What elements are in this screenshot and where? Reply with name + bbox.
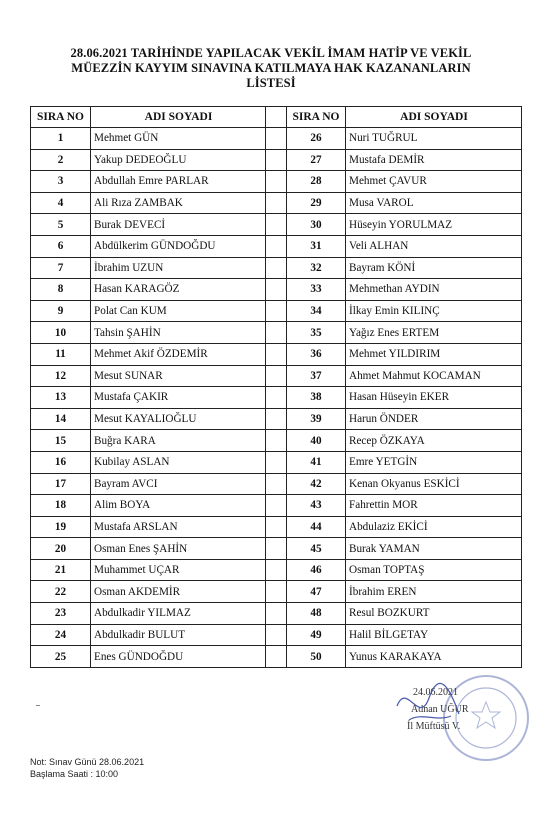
candidate-name-cell: Yunus KARAKAYA <box>346 646 522 668</box>
candidate-name-cell: Tahsin ŞAHİN <box>91 322 266 344</box>
candidate-name-cell: Osman AKDEMİR <box>91 581 266 603</box>
candidate-name-cell: Abdullah Emre PARLAR <box>91 171 266 193</box>
row-number-cell: 14 <box>31 408 91 430</box>
candidate-name-cell: Burak DEVECİ <box>91 214 266 236</box>
row-number-cell: 6 <box>31 235 91 257</box>
table-row <box>31 408 522 430</box>
candidate-name-cell: Kubilay ASLAN <box>91 451 266 473</box>
column-gap <box>266 171 287 193</box>
table-row <box>31 603 522 625</box>
column-gap <box>266 322 287 344</box>
column-header-no-right: SIRA NO <box>287 107 346 128</box>
column-gap <box>266 279 287 301</box>
candidate-name-cell: Veli ALHAN <box>346 235 522 257</box>
candidate-name-cell: Yakup DEDEOĞLU <box>91 149 266 171</box>
row-number-cell: 42 <box>287 473 346 495</box>
candidate-name-cell: Bayram KÖNİ <box>346 257 522 279</box>
candidate-name-cell: Abdulaziz EKİCİ <box>346 516 522 538</box>
candidate-name-cell: Abdulkadir BULUT <box>91 624 266 646</box>
row-number-cell: 23 <box>31 603 91 625</box>
table-row <box>31 149 522 171</box>
page-title <box>20 46 522 91</box>
table-row <box>31 387 522 409</box>
table-row <box>31 128 522 150</box>
column-gap <box>266 300 287 322</box>
candidate-name-cell: Osman Enes ŞAHİN <box>91 538 266 560</box>
row-number-cell: 24 <box>31 624 91 646</box>
row-number-cell: 3 <box>31 171 91 193</box>
column-gap <box>266 343 287 365</box>
title-line-2: MÜEZZİN KAYYIM SINAVINA KATILMAYA HAK KAZANANLARIN <box>71 61 471 75</box>
row-number-cell: 2 <box>31 149 91 171</box>
candidate-name-cell: Hasan KARAGÖZ <box>91 279 266 301</box>
candidate-name-cell: Mehmet ÇAVUR <box>346 171 522 193</box>
candidate-name-cell: Mustafa DEMİR <box>346 149 522 171</box>
row-number-cell: 21 <box>31 559 91 581</box>
candidate-name-cell: Muhammet UÇAR <box>91 559 266 581</box>
row-number-cell: 47 <box>287 581 346 603</box>
table-row <box>31 581 522 603</box>
candidate-name-cell: İbrahim EREN <box>346 581 522 603</box>
row-number-cell: 45 <box>287 538 346 560</box>
table-row <box>31 624 522 646</box>
column-gap <box>266 192 287 214</box>
candidate-name-cell: Abdulkadir YILMAZ <box>91 603 266 625</box>
row-number-cell: 49 <box>287 624 346 646</box>
candidate-name-cell: Recep ÖZKAYA <box>346 430 522 452</box>
candidate-name-cell: Ahmet Mahmut KOCAMAN <box>346 365 522 387</box>
candidate-name-cell: Polat Can KUM <box>91 300 266 322</box>
table-row <box>31 365 522 387</box>
candidate-name-cell: Halil BİLGETAY <box>346 624 522 646</box>
table-row <box>31 495 522 517</box>
candidate-name-cell: Mustafa ÇAKIR <box>91 387 266 409</box>
row-number-cell: 37 <box>287 365 346 387</box>
row-number-cell: 8 <box>31 279 91 301</box>
note-exam-date: Not: Sınav Günü 28.06.2021 <box>30 757 145 767</box>
column-gap <box>266 451 287 473</box>
candidate-name-cell: Mehmet YILDIRIM <box>346 343 522 365</box>
candidate-table <box>30 106 522 668</box>
column-gap <box>266 624 287 646</box>
note-start-time: Başlama Saati : 10:00 <box>30 769 119 779</box>
table-row <box>31 214 522 236</box>
candidate-name-cell: Mehmethan AYDIN <box>346 279 522 301</box>
title-line-1: 28.06.2021 TARİHİNDE YAPILACAK VEKİL İMAM HATİP VE VEKİL <box>70 46 472 60</box>
table-row <box>31 516 522 538</box>
column-gap <box>266 646 287 668</box>
table-row <box>31 451 522 473</box>
row-number-cell: 48 <box>287 603 346 625</box>
column-gap <box>266 128 287 150</box>
column-header-name-right: ADI SOYADI <box>346 107 522 128</box>
candidate-name-cell: Mesut KAYALIOĞLU <box>91 408 266 430</box>
row-number-cell: 20 <box>31 538 91 560</box>
row-number-cell: 12 <box>31 365 91 387</box>
row-number-cell: 18 <box>31 495 91 517</box>
candidate-name-cell: İlkay Emin KILINÇ <box>346 300 522 322</box>
column-gap <box>266 538 287 560</box>
table-row <box>31 300 522 322</box>
row-number-cell: 1 <box>31 128 91 150</box>
row-number-cell: 33 <box>287 279 346 301</box>
candidate-name-cell: Harun ÖNDER <box>346 408 522 430</box>
candidate-name-cell: Enes GÜNDOĞDU <box>91 646 266 668</box>
table-header-row <box>31 107 522 128</box>
column-gap <box>266 473 287 495</box>
table-row <box>31 171 522 193</box>
signature-title: İl Müftüsü V. <box>407 721 461 732</box>
row-number-cell: 30 <box>287 214 346 236</box>
column-gap <box>266 214 287 236</box>
signature-date: 24.06.2021 <box>413 687 458 698</box>
candidate-name-cell: Fahrettin MOR <box>346 495 522 517</box>
row-number-cell: 17 <box>31 473 91 495</box>
column-gap <box>266 603 287 625</box>
row-number-cell: 7 <box>31 257 91 279</box>
row-number-cell: 46 <box>287 559 346 581</box>
row-number-cell: 9 <box>31 300 91 322</box>
candidate-name-cell: Yağız Enes ERTEM <box>346 322 522 344</box>
table-row <box>31 646 522 668</box>
row-number-cell: 31 <box>287 235 346 257</box>
candidate-name-cell: Kenan Okyanus ESKİCİ <box>346 473 522 495</box>
row-number-cell: 5 <box>31 214 91 236</box>
candidate-name-cell: Hasan Hüseyin EKER <box>346 387 522 409</box>
column-header-no-left: SIRA NO <box>31 107 91 128</box>
row-number-cell: 4 <box>31 192 91 214</box>
row-number-cell: 22 <box>31 581 91 603</box>
row-number-cell: 36 <box>287 343 346 365</box>
column-gap <box>266 408 287 430</box>
row-number-cell: 19 <box>31 516 91 538</box>
column-gap <box>266 149 287 171</box>
row-number-cell: 32 <box>287 257 346 279</box>
candidate-name-cell: Emre YETGİN <box>346 451 522 473</box>
candidate-name-cell: Bayram AVCI <box>91 473 266 495</box>
column-gap <box>266 581 287 603</box>
table-row <box>31 538 522 560</box>
column-gap <box>266 257 287 279</box>
candidate-name-cell: Mehmet GÜN <box>91 128 266 150</box>
exam-note <box>30 756 144 780</box>
column-header-name-left: ADI SOYADI <box>91 107 266 128</box>
table-row <box>31 235 522 257</box>
candidate-name-cell: Osman TOPTAŞ <box>346 559 522 581</box>
candidate-name-cell: Buğra KARA <box>91 430 266 452</box>
candidate-name-cell: Abdülkerim GÜNDOĞDU <box>91 235 266 257</box>
row-number-cell: 35 <box>287 322 346 344</box>
row-number-cell: 38 <box>287 387 346 409</box>
column-gap <box>266 387 287 409</box>
row-number-cell: 25 <box>31 646 91 668</box>
row-number-cell: 27 <box>287 149 346 171</box>
candidate-name-cell: Mustafa ARSLAN <box>91 516 266 538</box>
row-number-cell: 10 <box>31 322 91 344</box>
table-row <box>31 559 522 581</box>
row-number-cell: 39 <box>287 408 346 430</box>
row-number-cell: 11 <box>31 343 91 365</box>
signature-name: Adnan UĞUR <box>411 704 469 715</box>
candidate-name-cell: Nuri TUĞRUL <box>346 128 522 150</box>
table-row <box>31 473 522 495</box>
row-number-cell: 15 <box>31 430 91 452</box>
row-number-cell: 44 <box>287 516 346 538</box>
candidate-name-cell: İbrahim UZUN <box>91 257 266 279</box>
candidate-name-cell: Resul BOZKURT <box>346 603 522 625</box>
candidate-name-cell: Mesut SUNAR <box>91 365 266 387</box>
row-number-cell: 41 <box>287 451 346 473</box>
table-row <box>31 322 522 344</box>
candidate-name-cell: Hüseyin YORULMAZ <box>346 214 522 236</box>
candidate-name-cell: Ali Rıza ZAMBAK <box>91 192 266 214</box>
candidate-name-cell: Burak YAMAN <box>346 538 522 560</box>
signature-block <box>405 684 469 735</box>
candidate-name-cell: Alim BOYA <box>91 495 266 517</box>
column-gap <box>266 235 287 257</box>
table-row <box>31 343 522 365</box>
table-row <box>31 257 522 279</box>
column-gap <box>266 430 287 452</box>
candidate-name-cell: Musa VAROL <box>346 192 522 214</box>
row-number-cell: 26 <box>287 128 346 150</box>
title-line-3: LİSTESİ <box>246 76 296 90</box>
row-number-cell: 28 <box>287 171 346 193</box>
column-gap <box>266 107 287 128</box>
row-number-cell: 40 <box>287 430 346 452</box>
row-number-cell: 29 <box>287 192 346 214</box>
column-gap <box>266 516 287 538</box>
mark <box>36 705 40 706</box>
table-row <box>31 430 522 452</box>
column-gap <box>266 559 287 581</box>
row-number-cell: 43 <box>287 495 346 517</box>
row-number-cell: 16 <box>31 451 91 473</box>
table-row <box>31 279 522 301</box>
handwritten-signature <box>389 676 469 736</box>
candidate-name-cell: Mehmet Akif ÖZDEMİR <box>91 343 266 365</box>
row-number-cell: 13 <box>31 387 91 409</box>
row-number-cell: 34 <box>287 300 346 322</box>
column-gap <box>266 495 287 517</box>
column-gap <box>266 365 287 387</box>
row-number-cell: 50 <box>287 646 346 668</box>
table-row <box>31 192 522 214</box>
